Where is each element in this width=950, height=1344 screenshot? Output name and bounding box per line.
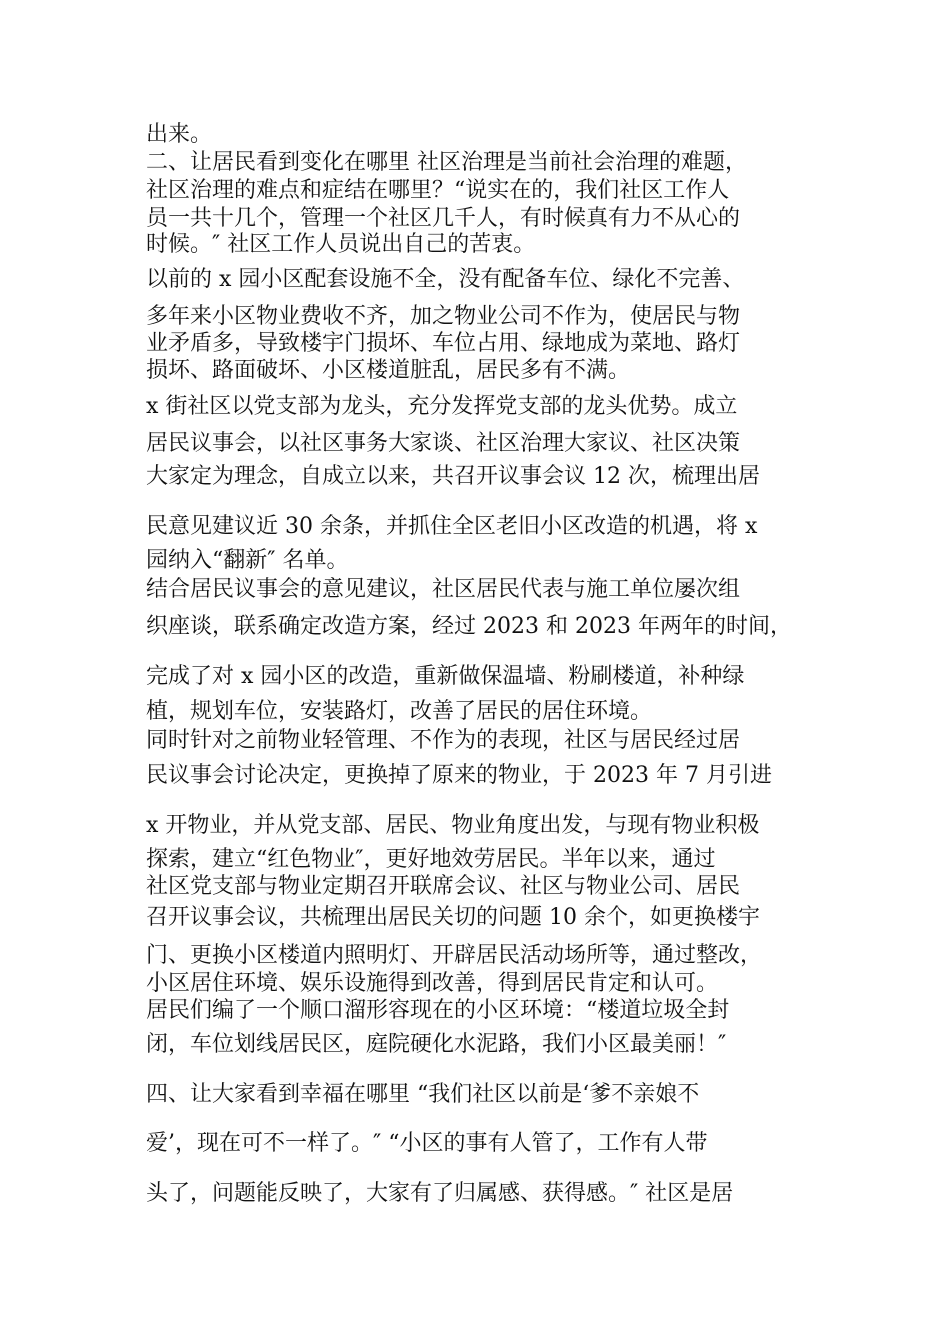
text-line: 社区治理的难点和症结在哪里？“说实在的，我们社区工作人 [146,178,730,203]
text-line: 园纳入“翻新″ 名单。 [146,548,349,573]
text-line: 民议事会讨论决定，更换掉了原来的物业，于 2023 年 7 月引进 [146,763,772,788]
text-line: 探索，建立“红色物业″，更好地效劳居民。半年以来，通过 [146,847,716,872]
text-line: 头了，问题能反映了，大家有了归属感、获得感。″ 社区是居 [146,1181,734,1206]
text-line: 同时针对之前物业轻管理、不作为的表现，社区与居民经过居 [146,728,741,753]
text-line: 以前的 x 园小区配套设施不全，没有配备车位、绿化不完善、 [146,267,745,292]
text-line: 二、让居民看到变化在哪里 社区治理是当前社会治理的难题， [146,150,747,175]
text-line: 召开议事会议，共梳理出居民关切的问题 10 余个，如更换楼宇 [146,905,760,930]
text-line: 居民议事会，以社区事务大家谈、社区治理大家议、社区决策 [146,431,741,456]
text-line: 业矛盾多，导致楼宇门损坏、车位占用、绿地成为菜地、路灯 [146,331,741,356]
text-line: 结合居民议事会的意见建议，社区居民代表与施工单位屡次组 [146,577,741,602]
text-line: 小区居住环境、娱乐设施得到改善，得到居民肯定和认可。 [146,971,719,996]
text-line: 大家定为理念，自成立以来，共召开议事会议 12 次，梳理出居 [146,464,760,489]
text-line: 社区党支部与物业定期召开联席会议、社区与物业公司、居民 [146,874,741,899]
text-line: x 街社区以党支部为龙头，充分发挥党支部的龙头优势。成立 [146,394,738,419]
text-line: 织座谈，联系确定改造方案，经过 2023 和 2023 年两年的时间， [146,614,792,639]
text-line: 出来。 [146,122,213,147]
text-line: 四、让大家看到幸福在哪里 “我们社区以前是‘爹不亲娘不 [146,1082,700,1107]
text-line: 完成了对 x 园小区的改造，重新做保温墙、粉刷楼道，补种绿 [146,664,745,689]
text-line: 民意见建议近 30 余条，并抓住全区老旧小区改造的机遇，将 x [146,514,758,539]
text-line: 损坏、路面破坏、小区楼道脏乱，居民多有不满。 [146,358,631,383]
text-line: 多年来小区物业费收不齐，加之物业公司不作为，使居民与物 [146,304,741,329]
text-line: x 开物业，并从党支部、居民、物业角度出发，与现有物业积极 [146,813,760,838]
text-line: 时候。″ 社区工作人员说出自己的苦衷。 [146,232,536,257]
text-line: 植，规划车位，安装路灯，改善了居民的居住环境。 [146,699,653,724]
text-line: 居民们编了一个顺口溜形容现在的小区环境：“楼道垃圾全封 [146,998,730,1023]
text-line: 爱’，现在可不一样了。″ “小区的事有人管了，工作有人带 [146,1131,708,1156]
text-line: 门、更换小区楼道内照明灯、开辟居民活动场所等，通过整改， [146,943,763,968]
text-line: 员一共十几个，管理一个社区几千人，有时候真有力不从心的 [146,206,741,231]
text-line: 闭，车位划线居民区，庭院硬化水泥路，我们小区最美丽！″ [146,1032,727,1057]
